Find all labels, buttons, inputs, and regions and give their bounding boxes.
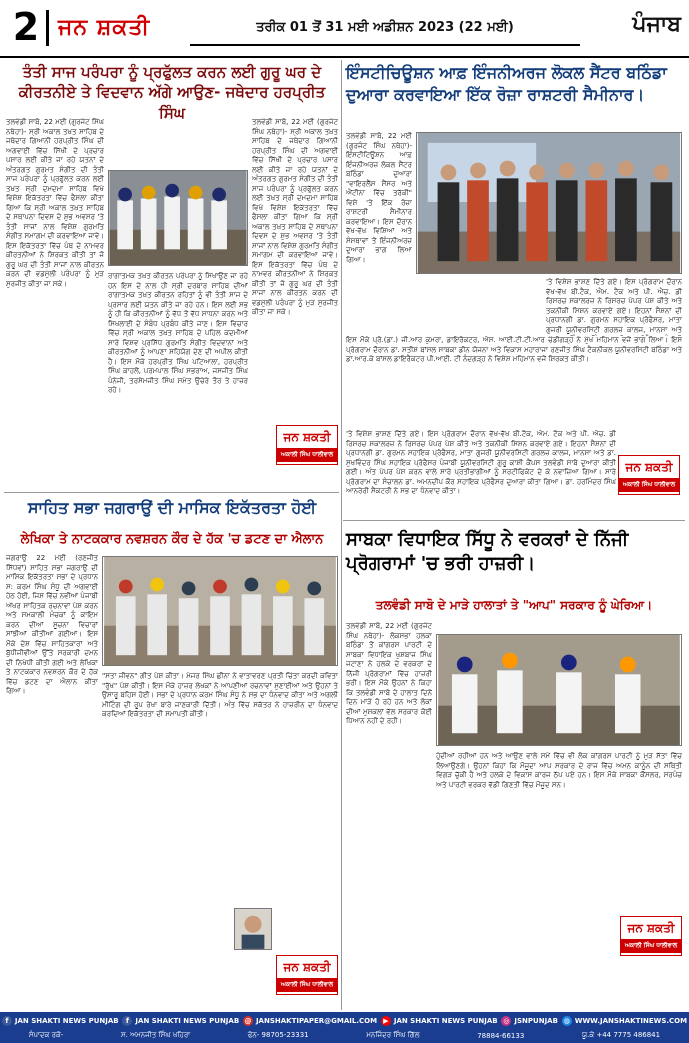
stamp-logo-text: ਜਨ ਸ਼ਕਤੀ — [283, 430, 331, 444]
instagram-icon: ◎ — [503, 1017, 510, 1025]
watermark-stamp-4 — [620, 916, 682, 956]
watermark-stamp-3 — [276, 955, 338, 995]
dateline: ਤਰੀਕ 01 ਤੋਂ 31 ਮਈ ਅਡੀਸ਼ਨ 2023 (22 ਮਈ) — [256, 20, 514, 35]
portrait-icon — [235, 909, 271, 949]
story1-column-1: ਤਲਵੰਡੀ ਸਾਬੋ, 22 ਮਈ (ਗੁਰਜੰਟ ਸਿੰਘ ਨਥੇਹਾ)- ਸ੍ਰੀ ਅਕਾਲ ਤਖ਼ਤ ਸਾਹਿਬ ਦੇ ਜਥੇਦਾਰ ਗਿਆਨੀ ਹਰਪ੍ਰੀਤ ਸਿੰਘ ਦੀ ਅਗਵਾਈ ਵਿੱਚ ਸਿੱਖੀ ਦੇ ਪ੍ਰਚਾਰ ਪਸਾਰ ਲਈ ਕੀਤੇ ਜਾ ਰਹੇ ਯਤਨਾਂ ਦੇ ਅੰਤਰਗਤ ਗੁਰਮਤ ਸੰਗੀਤ ਦੀ ਤੰਤੀ ਸਾਜ ਪਰੰਪਰਾ ਨੂੰ ਪ੍ਰਫੁੱਲਤ ਕਰਨ ਲਈ ਤਖ਼ਤ ਸ੍ਰੀ ਦਮਦਮਾ ਸਾਹਿਬ ਵਿਖੇ ਵਿਸ਼ੇਸ਼ ਇਕੱਤਰਤਾ ਵਿੱਚ ਫੈਸਲਾ ਕੀਤਾ ਗਿਆ ਕਿ ਸ੍ਰੀ ਅਕਾਲ ਤਖ਼ਤ ਸਾਹਿਬ ਦੇ ਸਥਾਪਨਾ ਦਿਵਸ ਦੇ ਸ਼ੁਭ ਅਵਸਰ 'ਤੇ ਤੰਤੀ ਸਾਜਾਂ ਨਾਲ ਵਿਸ਼ੇਸ਼ ਗੁਰਮਤਿ ਸੰਗੀਤ ਸਮਾਗਮ ਦੀ ਕਰਵਾਇਆ ਜਾਵੇ। ਇਸ ਇਕੱਤਰਤਾ ਵਿੱਚ ਪੰਥ ਦੇ ਨਾਮਵਰ ਕੀਰਤਨੀਆਂ ਨੇ ਸ਼ਿਰਕਤ ਕੀਤੀ ਤਾਂ ਜੋ ਗੁਰੂ ਘਰ ਦੀ ਤੰਤੀ ਸਾਜਾਂ ਨਾਲ ਕੀਰਤਨ ਕਰਨ ਦੀ ਵਡਮੁੱਲੀ ਪਰੰਪਰਾ ਨੂੰ ਮੁੜ ਸੁਰਜੀਤ ਕੀਤਾ ਜਾ ਸਕੇ। — [6, 118, 104, 288]
watermark-stamp-2 — [618, 455, 680, 495]
group-photo-icon — [109, 171, 247, 265]
reporter-photo — [234, 908, 272, 950]
globe-icon: ◍ — [563, 1017, 570, 1025]
social-youtube[interactable] — [381, 1016, 498, 1026]
stamp-logo-text: ਜਨ ਸ਼ਕਤੀ — [625, 460, 673, 474]
stamp-logo-text: ਜਨ ਸ਼ਕਤੀ — [283, 960, 331, 974]
story1-photo — [108, 170, 248, 266]
contact-editor-name: ਸ. ਅਮਨਜੀਤ ਸਿੰਘ ਖਹਿਰਾ — [120, 1031, 191, 1039]
story3-subhead: ਲੇਖਿਕਾ ਤੇ ਨਾਟਕਕਾਰ ਨਵਸ਼ਰਨ ਕੌਰ ਦੇ ਹੱਕ 'ਚ ਡਟਣ ਦਾ ਐਲਾਨ — [20, 532, 324, 547]
social-label: JAN SHAKTI NEWS PUNJAB — [135, 1017, 240, 1025]
story2-column-1: ਤਲਵੰਡੀ ਸਾਬੋ, 22 ਮਈ (ਗੁਰਜੰਟ ਸਿੰਘ ਨਥੇਹਾ)- ਇੰਸਟੀਟਿਊਸ਼ਨ ਆਫ਼ ਇੰਜਨੀਅਰਜ਼ ਲੋਕਲ ਸੈਂਟਰ ਬਠਿੰਡਾ ਦੁਆਰਾ "ਵਾਇਰਲੈੱਸ ਸੈਂਸਰ ਅਤੇ ਐਂਟੀਨਾ ਵਿੱਚ ਤਰੱਕੀ" ਵਿਸ਼ੇ 'ਤੇ ਇੱਕ ਰੋਜ਼ਾ ਰਾਸ਼ਟਰੀ ਸੈਮੀਨਾਰ ਕਰਵਾਇਆ। ਇਸ ਦੌਰਾਨ ਵੱਖ-ਵੱਖ ਵਿਸ਼ਿਆਂ ਅਤੇ ਸੰਸਥਾਵਾਂ ਤੋਂ ਇੰਜਨੀਅਰਜ਼ ਦੁਆਰਾ ਭਾਗ ਲਿਆ ਗਿਆ। — [346, 132, 412, 264]
story2-column-2: ਇਸ ਮੌਕੇ ਪ੍ਰੋ.(ਡਾ.) ਜੀ.ਆਰ ਕੁਮਰਾ, ਡਾਇਰੈਕਟਰ, ਐਸ. ਆਈ.ਟੀ.ਟੀ.ਆਰ ਚੰਡੀਗੜ੍ਹ ਨੇ ਮੁੱਖ ਮਹਿਮਾਨ ਵਜੋਂ ਭਾਗ ਲਿਆ। ਇਸ ਪ੍ਰੋਗਰਾਮ ਦੌਰਾਨ ਡਾ. ਸਤੀਸ਼ ਬਾਂਸਲ ਸਾਬਕਾ ਡੀਨ ਯੋਜਨਾ ਅਤੇ ਵਿਕਾਸ ਮਹਾਰਾਜਾ ਰਣਜੀਤ ਸਿੰਘ ਟੈਕਨੀਕਲ ਯੂਨੀਵਰਸਿਟੀ ਬਠਿੰਡਾ ਅਤੇ ਡਾ.ਆਰ.ਕੇ ਬਾਂਸਲ ਡਾਇਰੈਕਟਰ ਪੀ.ਆਈ. ਟੀ ਨੰਦਗੜ੍ਹ ਨੇ ਵਿਸ਼ੇਸ਼ ਮਹਿਮਾਨ ਵਜੋਂ ਸ਼ਿਰਕਤ ਕੀਤੀ। — [346, 336, 682, 363]
youtube-icon: ▶ — [381, 1016, 391, 1026]
story4-column-2: ਹੁੰਦੀਆਂ ਰਹੀਆਂ ਹਨ ਅਤੇ ਆਉਣ ਵਾਲੇ ਸਮੇਂ ਵਿੱਚ ਵੀ ਲੋਕ ਕਾਂਗਰਸ ਪਾਰਟੀ ਨੂੰ ਮੁੜ ਸੱਤਾ ਵਿੱਚ ਲਿਆਉਣਗੇ। ਉਹਨਾਂ ਕਿਹਾ ਕਿ ਮੌਜੂਦਾ ਆਪ ਸਰਕਾਰ ਦੇ ਰਾਜ ਵਿੱਚ ਅਮਨ ਕਾਨੂੰਨ ਦੀ ਸਥਿਤੀ ਵਿਗੜ ਚੁੱਕੀ ਹੈ ਅਤੇ ਹਲਕੇ ਦੇ ਵਿਕਾਸ ਕਾਰਜ ਠੱਪ ਪਏ ਹਨ। ਇਸ ਮੌਕੇ ਸਾਬਕਾ ਕੌਂਸਲਰ, ਸਰਪੰਚ ਅਤੇ ਪਾਰਟੀ ਵਰਕਰ ਵੱਡੀ ਗਿਣਤੀ ਵਿੱਚ ਮੌਜੂਦ ਸਨ। — [436, 752, 682, 789]
social-website[interactable] — [562, 1016, 687, 1026]
contact-phone-2: 78884-66133 — [477, 1031, 525, 1040]
contact-uk-phone: ਯੂ.ਕੇ +44 7775 486841 — [581, 1031, 661, 1039]
section-name: ਪੰਜਾਬ — [632, 12, 681, 37]
contact-name-2: ਮਨਜਿੰਦਰ ਸਿੰਘ ਗਿੱਲ — [366, 1031, 420, 1039]
stamp-caption: ਅਕਾਲੀ ਸਿੰਘ ਧਾਲੀਵਾਲ — [277, 448, 337, 462]
story3-column-2: "ਸਤਾ ਜੀਵਨ" ਗੀਤ ਪੇਸ਼ ਕੀਤਾ। ਮੇਜਰ ਸਿੰਘ ਛੀਨਾ ਨੇ ਵਾਤਾਵਰਣ ਪ੍ਰਤੀ ਚਿੰਤਾ ਕਰਦੀ ਕਵਿਤਾ "ਰੁੱਖ" ਪੇਸ਼ ਕੀਤੀ। ਇਸ ਮੌਕੇ ਹਾਜ਼ਰ ਲੇਖਕਾਂ ਨੇ ਆਪਣੀਆਂ ਰਚਨਾਵਾਂ ਸੁਣਾਈਆਂ ਅਤੇ ਉਹਨਾਂ ਤੇ ਉਸਾਰੂ ਬਹਿਸ ਹੋਈ। ਸਭਾ ਦੇ ਪ੍ਰਧਾਨ ਕਰਮ ਸਿੰਘ ਸੰਧੂ ਨੇ ਸਭ ਦਾ ਧੰਨਵਾਦ ਕੀਤਾ ਅਤੇ ਅਗਲੀ ਮੀਟਿੰਗ ਦੀ ਰੂਪ ਰੇਖਾ ਬਾਰੇ ਜਾਣਕਾਰੀ ਦਿੱਤੀ। ਅੰਤ ਵਿੱਚ ਸਕੱਤਰ ਨੇ ਹਾਜ਼ਰੀਨ ਦਾ ਧੰਨਵਾਦ ਕਰਦਿਆਂ ਇਕੱਤਰਤਾ ਦੀ ਸਮਾਪਤੀ ਕੀਤੀ। — [102, 672, 338, 718]
contact-phone: ਫੋਨ- 98705-23331 — [247, 1031, 309, 1039]
newspaper-logo: ਜਨ ਸ਼ਕਤੀ — [58, 15, 151, 40]
contact-row — [0, 1029, 689, 1042]
masthead — [0, 0, 689, 58]
stamp-caption: ਅਕਾਲੀ ਸਿੰਘ ਧਾਲੀਵਾਲ — [277, 978, 337, 992]
stamp-caption: ਅਕਾਲੀ ਸਿੰਘ ਧਾਲੀਵਾਲ — [619, 478, 679, 492]
contact-editor-label: ਸੰਪਾਦਕ ਰਕੋ- — [28, 1031, 64, 1039]
social-label: JSNPUNJAB — [514, 1017, 558, 1025]
stamp-caption: ਅਕਾਲੀ ਸਿੰਘ ਧਾਲੀਵਾਲ — [621, 939, 681, 953]
watermark-stamp — [276, 425, 338, 465]
footer-bar — [0, 1012, 689, 1043]
story4-headline: ਸਾਬਕਾ ਵਿਧਾਇਕ ਸਿੱਧੂ ਨੇ ਵਰਕਰਾਂ ਦੇ ਨਿੱਜੀ ਪ੍ਰੋਗਰਾਮਾਂ 'ਚ ਭਰੀ ਹਾਜ਼ਰੀ। — [346, 529, 629, 575]
page-number: 2 — [12, 5, 40, 49]
story4-subhead: ਤਲਵੰਡੀ ਸਾਬੋ ਦੇ ਮਾੜੇ ਹਾਲਾਤਾਂ ਤੇ "ਆਪ" ਸਰਕਾਰ ਨੂੰ ਘੇਰਿਆ। — [375, 598, 653, 612]
social-email[interactable] — [243, 1016, 377, 1026]
story3-headline: ਸਾਹਿਤ ਸਭਾ ਜਗਰਾਉਂ ਦੀ ਮਾਸਿਕ ਇਕੱਤਰਤਾ ਹੋਈ — [27, 498, 317, 517]
story-divider-right — [343, 520, 685, 521]
social-label: JANSHAKTIPAPER@GMAIL.COM — [255, 1017, 378, 1025]
story2-column-3-top: 'ਤੇ ਵਿਸ਼ੇਸ਼ ਭਾਸ਼ਣ ਦਿੱਤੇ ਗਏ। ਇਸ ਪ੍ਰੋਗਰਾਮ ਦੌਰਾਨ ਵੱਖ-ਵੱਖ ਬੀ.ਟੈਕ, ਐਮ. ਟੈਕ ਅਤੇ ਪੀ. ਐਚ. ਡੀ ਰਿਸਰਚ ਸਕਾਲਰਜ਼ ਨੇ ਰਿਸਰਚ ਪੇਪਰ ਪੇਸ਼ ਕੀਤੇ ਅਤੇ ਤਕਨੀਕੀ ਸਿਸ਼ਨ ਕਰਵਾਏ ਗਏ। ਇਹਨਾਂ ਸੈਸ਼ਨਾਂ ਦੀ ਪ੍ਰਧਾਨਗੀ ਡਾ. ਗੁਰਮਨ ਸਹਾਇਕ ਪ੍ਰੋਫੈਸਰ, ਮਾਤਾ ਗੁਜਰੀ ਯੂਨੀਵਰਸਿਟੀ ਗਰਲਜ਼ ਕਾਲਜ, ਮਾਨਸਾ ਅਤੇ — [546, 278, 682, 334]
meeting-photo-icon — [103, 557, 337, 665]
email-icon: @ — [244, 1017, 252, 1025]
social-links — [0, 1014, 689, 1028]
seminar-photo-icon — [417, 133, 681, 273]
social-instagram[interactable] — [501, 1016, 558, 1026]
social-facebook-2[interactable] — [122, 1016, 239, 1026]
page-number-divider — [46, 10, 49, 46]
masthead-rule — [190, 44, 580, 46]
story3-photo — [102, 556, 338, 666]
social-label: WWW.JANSHAKTINEWS.COM — [574, 1017, 688, 1025]
facebook-icon: f — [122, 1016, 132, 1026]
column-divider — [341, 60, 342, 1010]
story2-photo — [416, 132, 682, 274]
social-label: JAN SHAKTI NEWS PUNJAB — [14, 1017, 119, 1025]
social-facebook-1[interactable] — [2, 1016, 119, 1026]
story2-column-3: 'ਤੇ ਵਿਸ਼ੇਸ਼ ਭਾਸ਼ਣ ਦਿੱਤੇ ਗਏ। ਇਸ ਪ੍ਰੋਗਰਾਮ ਦੌਰਾਨ ਵੱਖ-ਵੱਖ ਬੀ.ਟੈਕ, ਐਮ. ਟੈਕ ਅਤੇ ਪੀ. ਐਚ. ਡੀ ਰਿਸਰਚ ਸਕਾਲਰਜ਼ ਨੇ ਰਿਸਰਚ ਪੇਪਰ ਪੇਸ਼ ਕੀਤੇ ਅਤੇ ਤਕਨੀਕੀ ਸਿਸ਼ਨ ਕਰਵਾਏ ਗਏ। ਇਹਨਾਂ ਸੈਸ਼ਨਾਂ ਦੀ ਪ੍ਰਧਾਨਗੀ ਡਾ. ਗੁਰਮਨ ਸਹਾਇਕ ਪ੍ਰੋਫੈਸਰ, ਮਾਤਾ ਗੁਜਰੀ ਯੂਨੀਵਰਸਿਟੀ ਗਰਲਜ਼ ਕਾਲਜ, ਮਾਨਸਾ ਅਤੇ ਡਾ. ਸੁਖਵਿੰਦਰ ਸਿੰਘ ਸਹਾਇਕ ਪ੍ਰੋਫੈਸਰ ਪੰਜਾਬੀ ਯੂਨੀਵਰਸਿਟੀ ਗੁਰੂ ਕਾਸ਼ੀ ਕੈਂਪਸ ਤਲਵੰਡੀ ਸਾਬੋ ਦੁਆਰਾ ਕੀਤੀ ਗਈ। ਅੰਤ ਪੇਪਰ ਪੇਸ਼ ਕਰਨ ਵਾਲੇ ਸਾਰੇ ਪ੍ਰਤੀਭਾਗੀਆਂ ਨੂੰ ਸਰਟੀਫਿਕੇਟ ਦੇ ਕੇ ਨਵਾਜ਼ਿਆ ਗਿਆ। ਸਾਰੇ ਪ੍ਰੋਗਰਾਮ ਦਾ ਸੰਚਾਲਨ ਡਾ. ਅਮਨਦੀਪ ਕੌਰ ਸਹਾਇਕ ਪ੍ਰੋਫੈਸਰ ਦੁਆਰਾ ਕੀਤਾ ਗਿਆ। ਡਾ. ਹਰਮਿੰਦਰ ਸਿੰਘ ਆਨਰੇਰੀ ਸੈਕਟਰੀ ਨੇ ਸਭ ਦਾ ਧੰਨਵਾਦ ਕੀਤਾ। — [346, 430, 616, 495]
story4-photo — [436, 634, 682, 746]
story2-headline: ਇੰਸਟੀਚਿਊਸ਼ਨ ਆਫ਼ ਇੰਜਨੀਅਰਜ ਲੋਕਲ ਸੈਂਟਰ ਬਠਿੰਡਾ ਦੁਆਰਾ ਕਰਵਾਇਆ ਇੱਕ ਰੋਜ਼ਾ ਰਾਸ਼ਟਰੀ ਸੈਮੀਨਾਰ। — [346, 63, 667, 104]
gathering-photo-icon — [437, 635, 681, 745]
story-divider-left — [4, 492, 339, 493]
story4-column-1: ਤਲਵੰਡੀ ਸਾਬੋ, 22 ਮਈ (ਗੁਰਜੰਟ ਸਿੰਘ ਨਥੇਹਾ)- ਲੋਕਸਭਾ ਹਲਕਾ ਬਠਿੰਡਾ ਤੋਂ ਕਾਂਗਰਸ ਪਾਰਟੀ ਦੇ ਸਾਬਕਾ ਵਿਧਾਇਕ ਖੁਸ਼ਬਾਜ ਸਿੰਘ ਜਟਾਣਾ ਨੇ ਹਲਕੇ ਦੇ ਵਰਕਰਾਂ ਦੇ ਨਿੱਜੀ ਪ੍ਰੋਗਰਾਮਾਂ ਵਿੱਚ ਹਾਜ਼ਰੀ ਭਰੀ। ਇਸ ਮੌਕੇ ਉਹਨਾਂ ਨੇ ਕਿਹਾ ਕਿ ਤਲਵੰਡੀ ਸਾਬੋ ਦੇ ਹਾਲਾਤ ਦਿਨੋਂ ਦਿਨ ਮਾੜੇ ਹੋ ਰਹੇ ਹਨ ਅਤੇ ਲੋਕਾਂ ਦੀਆਂ ਮੁਸ਼ਕਲਾਂ ਵੱਲ ਸਰਕਾਰ ਕੋਈ ਧਿਆਨ ਨਹੀਂ ਦੇ ਰਹੀ। — [346, 622, 432, 725]
story1-column-3: ਤਲਵੰਡੀ ਸਾਬੋ, 22 ਮਈ (ਗੁਰਜੰਟ ਸਿੰਘ ਨਥੇਹਾ)- ਸ੍ਰੀ ਅਕਾਲ ਤਖ਼ਤ ਸਾਹਿਬ ਦੇ ਜਥੇਦਾਰ ਗਿਆਨੀ ਹਰਪ੍ਰੀਤ ਸਿੰਘ ਦੀ ਅਗਵਾਈ ਵਿੱਚ ਸਿੱਖੀ ਦੇ ਪ੍ਰਚਾਰ ਪਸਾਰ ਲਈ ਕੀਤੇ ਜਾ ਰਹੇ ਯਤਨਾਂ ਦੇ ਅੰਤਰਗਤ ਗੁਰਮਤ ਸੰਗੀਤ ਦੀ ਤੰਤੀ ਸਾਜ ਪਰੰਪਰਾ ਨੂੰ ਪ੍ਰਫੁੱਲਤ ਕਰਨ ਲਈ ਤਖ਼ਤ ਸ੍ਰੀ ਦਮਦਮਾ ਸਾਹਿਬ ਵਿਖੇ ਵਿਸ਼ੇਸ਼ ਇਕੱਤਰਤਾ ਵਿੱਚ ਫੈਸਲਾ ਕੀਤਾ ਗਿਆ ਕਿ ਸ੍ਰੀ ਅਕਾਲ ਤਖ਼ਤ ਸਾਹਿਬ ਦੇ ਸਥਾਪਨਾ ਦਿਵਸ ਦੇ ਸ਼ੁਭ ਅਵਸਰ 'ਤੇ ਤੰਤੀ ਸਾਜਾਂ ਨਾਲ ਵਿਸ਼ੇਸ਼ ਗੁਰਮਤਿ ਸੰਗੀਤ ਸਮਾਗਮ ਦੀ ਕਰਵਾਇਆ ਜਾਵੇ। ਇਸ ਇਕੱਤਰਤਾ ਵਿੱਚ ਪੰਥ ਦੇ ਨਾਮਵਰ ਕੀਰਤਨੀਆਂ ਨੇ ਸ਼ਿਰਕਤ ਕੀਤੀ ਤਾਂ ਜੋ ਗੁਰੂ ਘਰ ਦੀ ਤੰਤੀ ਸਾਜਾਂ ਨਾਲ ਕੀਰਤਨ ਕਰਨ ਦੀ ਵਡਮੁੱਲੀ ਪਰੰਪਰਾ ਨੂੰ ਮੁੜ ਸੁਰਜੀਤ ਕੀਤਾ ਜਾ ਸਕੇ। — [252, 118, 338, 316]
social-label: JAN SHAKTI NEWS PUNJAB — [393, 1017, 498, 1025]
facebook-icon: f — [2, 1016, 12, 1026]
story1-column-2: ਰਾਗਾਤਮਕ ਤਖ਼ਤ ਕੀਰਤਨ ਪਰੰਪਰਾ ਨੂੰ ਸਿਖਾਉਣ ਜਾ ਰਹੇ ਹਨ ਇਸ ਦੇ ਨਾਲ ਹੀ ਸ੍ਰੀ ਦਰਬਾਰ ਸਾਹਿਬ ਦੀਆਂ ਰਾਗਾਤਮਕ ਤਖ਼ਤ ਕੀਰਤਨ ਰਹਿਤਾਂ ਨੂੰ ਵੀ ਤੰਤੀ ਸਾਜ ਦੇ ਪ੍ਰਸਾਰ ਲਈ ਯਤਨ ਕੀਤੇ ਜਾ ਰਹੇ ਹਨ। ਇਸ ਲਈ ਸਭ ਨੂੰ ਹੀ ਕਿ ਕੀਰਤਨੀਆਂ ਨੂੰ ਵੱਧ ਤੋਂ ਵੱਧ ਸਾਧਨਾ ਕਰਨ ਅਤੇ ਸਿਖਲਾਈ ਦੇ ਸੰਬੰਧ ਪ੍ਰਬੰਧ ਕੀਤੇ ਜਾਣ। ਇਸ ਵਿਚਾਰ ਵਿੱਚ ਸ੍ਰੀ ਅਕਾਲ ਤਖ਼ਤ ਸਾਹਿਬ ਦੇ ਪਹਿਲ ਕਦਮੀਆਂ ਸਾਰੇ ਵਿਸ਼ਵ ਪ੍ਰਸਿੱਧ ਗੁਰਮਤਿ ਸੰਗੀਤ ਵਿਦਵਾਨਾਂ ਅਤੇ ਕੀਰਤਨੀਆਂ ਨੂੰ ਆਪਣਾ ਸਹਿਯੋਗ ਦੇਣ ਦੀ ਅਪੀਲ ਕੀਤੀ ਹੈ। ਇਸ ਮੌਕੇ ਹਰਪ੍ਰੀਤ ਸਿੰਘ ਪਟਿਆਲਾ, ਹਰਪ੍ਰੀਤ ਸਿੰਘ ਕਾਹਲੋਂ, ਪਰਮਪਾਲ ਸਿੰਘ ਸਭਰਾਅ, ਜਸਜੀਤ ਸਿੰਘ ਪੰਨੇਜੀ, ਤਰਸੇਮਜੀਤ ਸਿੰਘ ਸਮੇਤ ਉਚੇਰੇ ਤੌਰ ਤੇ ਹਾਜ਼ਰ ਰਹੇ। — [108, 272, 248, 394]
story3-column-1: ਜਗਰਾਉਂ 22 ਮਈ (ਰਣਜੀਤ ਸਿੱਧਵਾਂ) ਸਾਹਿਤ ਸਭਾ ਜਗਰਾਉਂ ਦੀ ਮਾਸਿਕ ਇਕੱਤਰਤਾ ਸਭਾ ਦੇ ਪ੍ਰਧਾਨ ਸ: ਕਰਮ ਸਿੰਘ ਸੰਧੂ ਦੀ ਅਗਵਾਈ ਹੇਠ ਹੋਈ, ਜਿਸ ਵਿੱਚ ਨਵੀਆਂ ਪੰਜਾਬੀ ਅੱਖਰ ਸਾਹਿਤਕ ਰਚਨਾਵਾਂ ਪੇਸ਼ ਕਰਨ ਅਤੇ ਸਮਕਾਲੀ ਮੰਚਕਾਂ ਨੂੰ ਕਾਇਮ ਕਰਨ ਦੀਆਂ ਸੂਚਨਾ ਵਿਚਾਰਾਂ ਸਾਂਝੀਆਂ ਕੀਤੀਆਂ ਗਈਆਂ। ਇਸ ਮੌਕੇ ਦੇਸ਼ ਵਿੱਚ ਸਾਹਿਤਕਾਰਾਂ ਅਤੇ ਬੁੱਧੀਜੀਵੀਆਂ ਉੱਤੇ ਸਰਕਾਰੀ ਦਮਨ ਦੀ ਨਿਖੇਧੀ ਕੀਤੀ ਗਈ ਅਤੇ ਲੇਖਿਕਾ ਤੇ ਨਾਟਕਕਾਰ ਨਵਸ਼ਰਨ ਕੌਰ ਦੇ ਹੱਕ ਵਿੱਚ ਡਟਣ ਦਾ ਐਲਾਨ ਕੀਤਾ ਗਿਆ। — [6, 554, 98, 695]
story1-headline: ਤੰਤੀ ਸਾਜ ਪਰੰਪਰਾ ਨੂੰ ਪ੍ਰਫੁੱਲਤ ਕਰਨ ਲਈ ਗੁਰੂ ਘਰ ਦੇ ਕੀਰਤਨੀਏ ਤੇ ਵਿਦਵਾਨ ਅੱਗੇ ਆਉਣ- ਜਥੇਦਾਰ ਹਰਪ੍ਰੀਤ ਸਿੰਘ — [18, 63, 326, 122]
stamp-logo-text: ਜਨ ਸ਼ਕਤੀ — [627, 921, 675, 935]
